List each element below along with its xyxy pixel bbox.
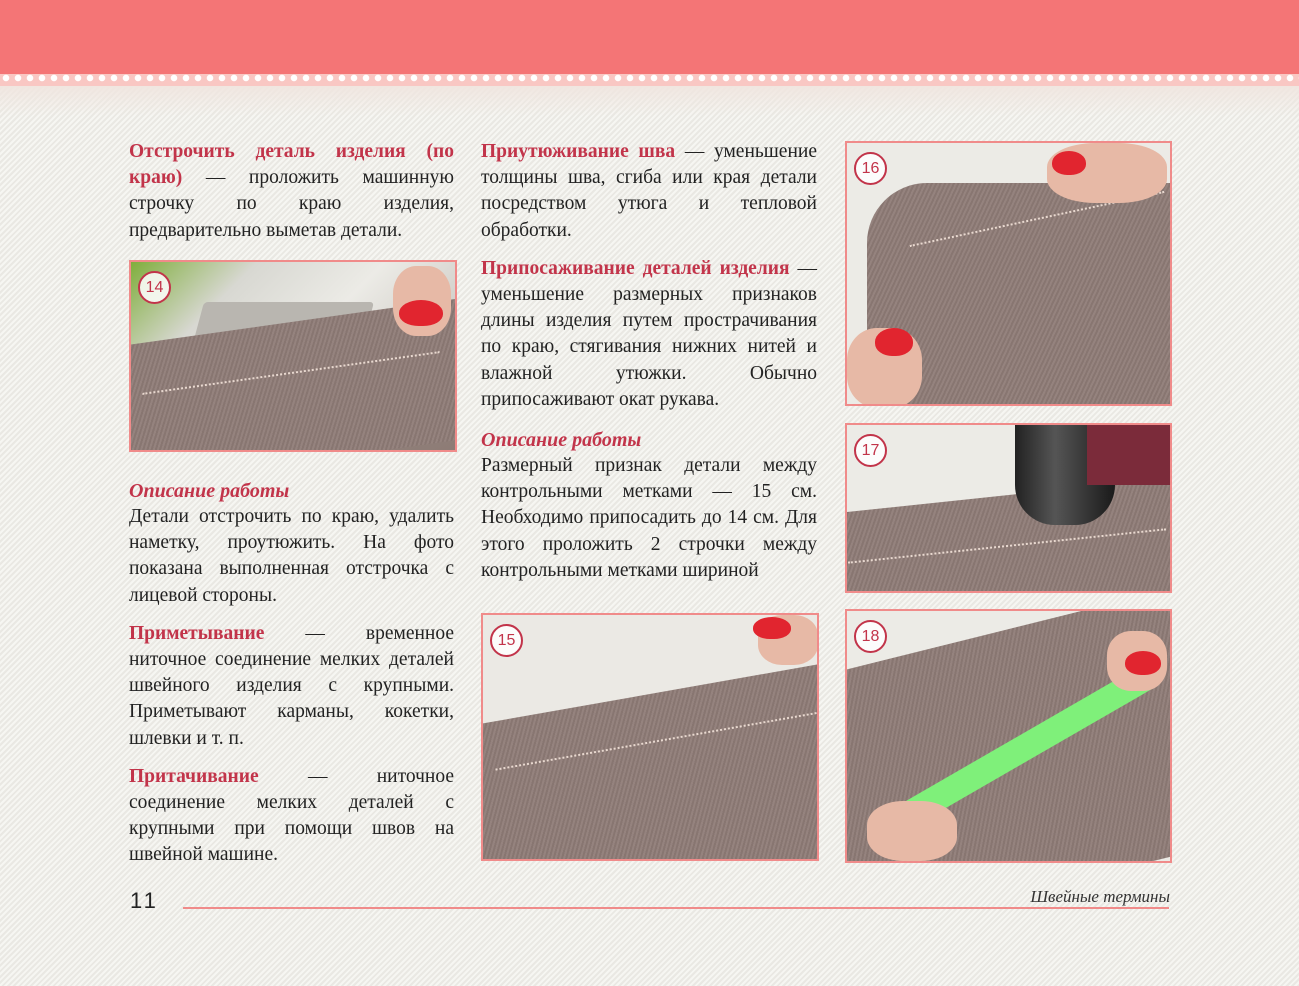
section-title: Швейные термины: [1030, 887, 1170, 906]
photo-number-badge: 15: [490, 624, 523, 657]
nail: [753, 617, 791, 639]
finger: [867, 801, 957, 861]
photo-number-badge: 14: [138, 271, 171, 304]
photo-17: [845, 423, 1172, 593]
definition-text: — уменьшение размерных признаков длины изделия путем прострачивания по краю, стягивания нижних нитей и влажной утюжки. Обычно припосаживают окат рукава.: [481, 257, 818, 410]
column-left-lower: [129, 478, 454, 869]
photo-number-badge: 17: [854, 434, 887, 467]
definition-text: — проложить машинную строчку по краю изделия, предварительно выметав детали.: [129, 167, 454, 241]
definition-text: — ниточное соединение мелких деталей с крупными при помощи швов на швейной машине.: [129, 765, 454, 866]
term-primetyvanie: Приметывание: [129, 622, 265, 644]
iron-handle: [1087, 425, 1172, 485]
fabric-piece: [845, 477, 1172, 593]
photo-18: [845, 609, 1172, 863]
term-priutyuzhivanie: Приутюживание шва: [481, 141, 676, 162]
column-left: [129, 139, 454, 244]
definition-priutyuzhivanie: [481, 139, 817, 244]
column-middle: [481, 139, 817, 584]
photo-16: [845, 141, 1172, 406]
photo-number-badge: 18: [854, 620, 887, 653]
nail: [1125, 651, 1161, 675]
header-lace-trim: [0, 74, 1299, 86]
photo-15: [481, 613, 819, 861]
term-otstrochit: Отстрочить деталь изделия (по краю): [129, 141, 454, 189]
page-number: 11: [130, 888, 159, 913]
work-description-text: Размерный признак детали между контрольными метками — 15 см. Необходимо припосадить до 14 см. Для этого проложить 2 строчки между контрольными метками шириной: [481, 455, 817, 581]
definition-primetyvanie: [129, 621, 454, 752]
header-band: [0, 0, 1299, 78]
nail: [399, 300, 443, 326]
header-lace-shadow: [0, 86, 1299, 116]
footer-rule: [183, 907, 1169, 909]
nail: [875, 328, 913, 356]
definition-text: — уменьшение толщины шва, сгиба или края детали посредством утюга и тепловой обработки.: [481, 141, 817, 241]
work-description-heading: Описание работы: [481, 429, 642, 452]
photo-14: [129, 260, 457, 452]
definition-pritachivanie: [129, 764, 454, 869]
nail: [1052, 151, 1086, 175]
definition-otstrochit: [129, 139, 454, 244]
term-priposazhivanie: Припосаживание деталей изделия: [481, 257, 790, 279]
photo-number-badge: 16: [854, 152, 887, 185]
definition-text: — временное ниточное соединение мелких деталей швейного изделия с крупными. Приметывают карманы, кокетки, шлевки и т. п.: [129, 622, 454, 749]
term-pritachivanie: Притачивание: [129, 765, 259, 787]
definition-priposazhivanie: [481, 256, 817, 413]
work-description-text: Детали отстрочить по краю, удалить наметку, проутюжить. На фото показана выполненная отстрочка с лицевой стороны.: [129, 506, 454, 606]
work-description-heading: Описание работы: [129, 480, 290, 502]
